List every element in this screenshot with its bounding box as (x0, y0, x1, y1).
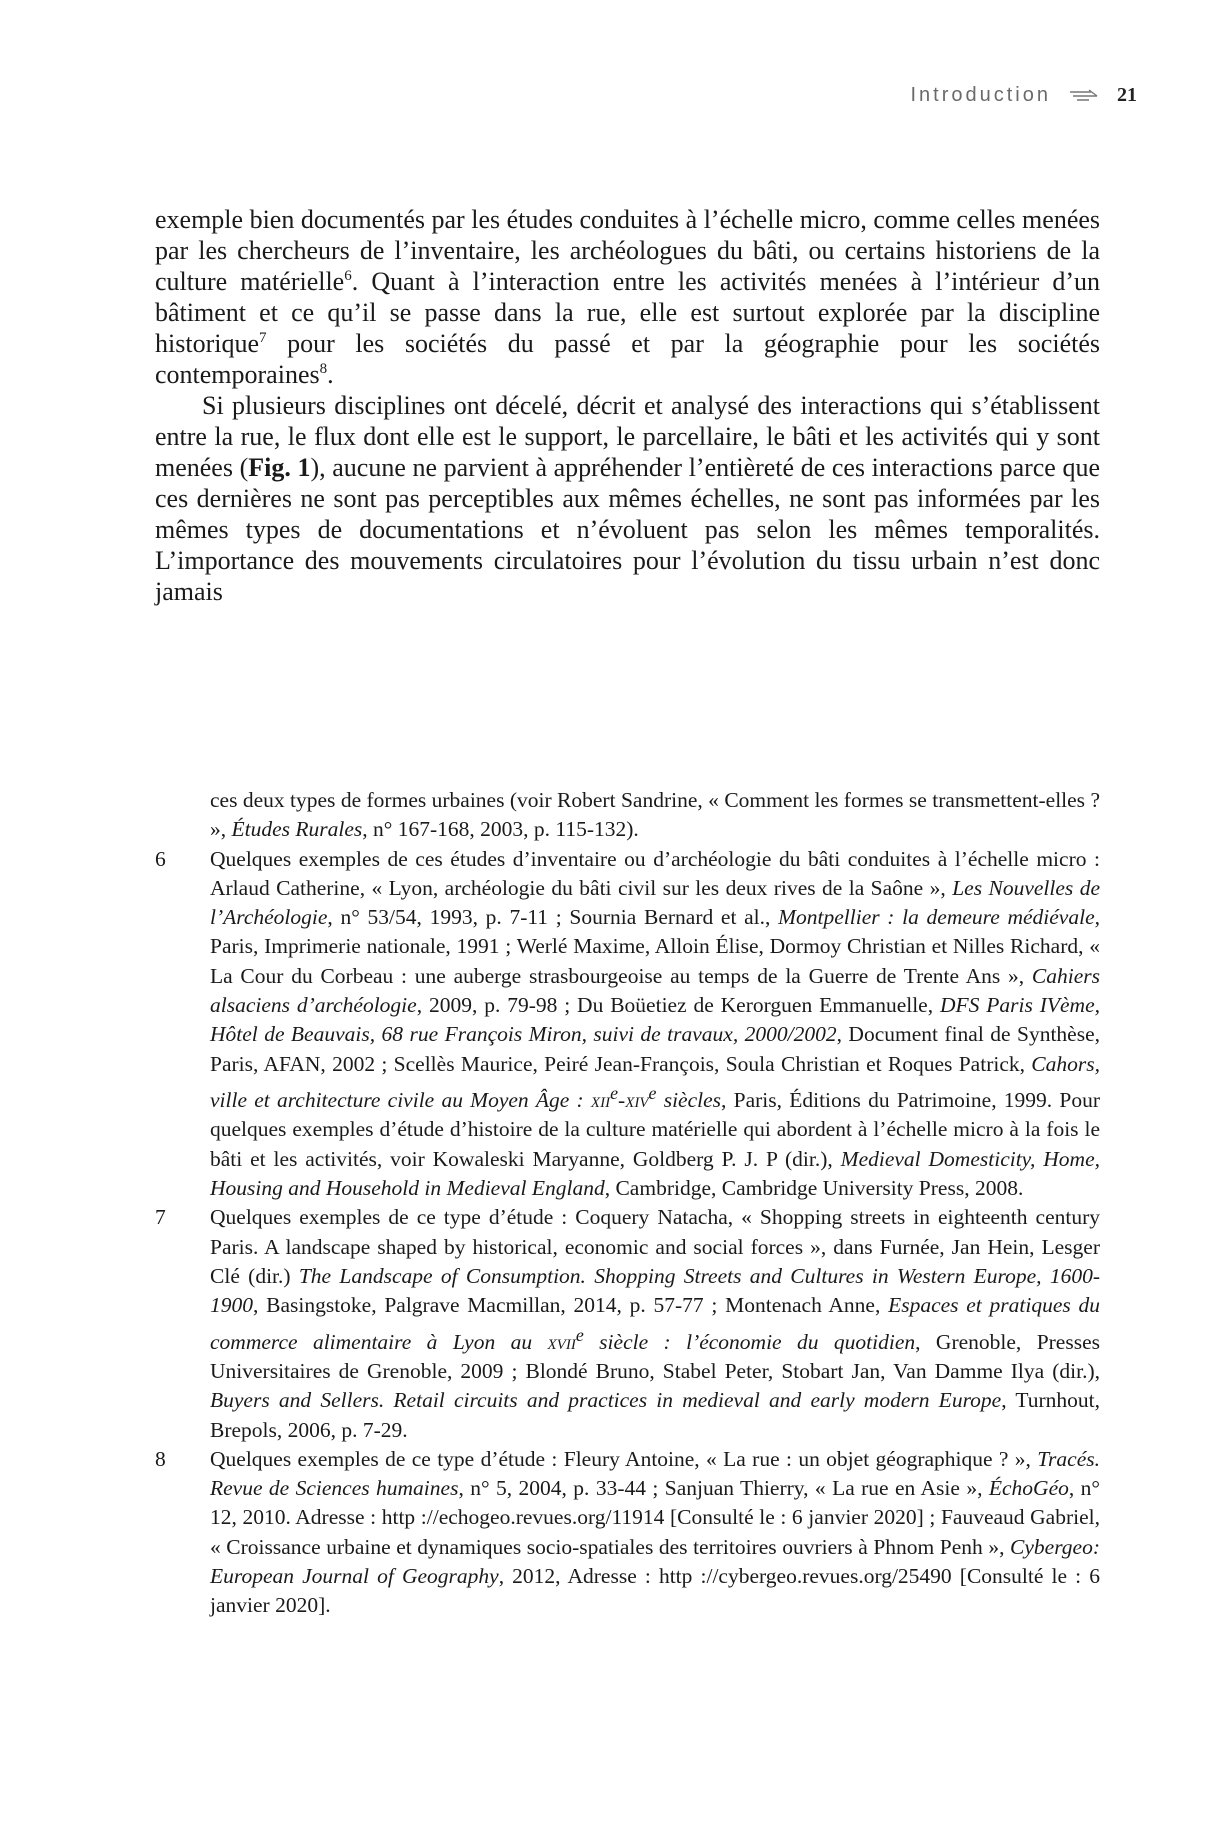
text-run: Quelques exemples de ce type d’étude : Coquery Natacha, « Shopping streets in eighteenth century Paris. A landscape shaped by historical, economic and social forces », dans Furnée, Jan Hein, Lesger Clé (dir.) (210, 1205, 1100, 1288)
text-run: , Turnhout, Brepols, 2006, p. 7-29. (210, 1388, 1101, 1442)
text-run: Si plusieurs disciplines ont décelé, décrit et analysé des interactions qui s’établissent entre la rue, le flux dont elle est le support, le parcellaire, le bâti et les activités qui y sont menées ( (155, 391, 1100, 482)
text-run: , Paris, Imprimerie nationale, 1991 ; Werlé Maxime, Alloin Élise, Dormoy Christian et Nilles Richard, « La Cour du Corbeau : une auberge strasbourgeoise au temps de la Guerre de Trente Ans », (210, 905, 1100, 988)
text-run: Espaces et pratiques du commerce alimentaire à Lyon au (210, 1293, 1100, 1354)
footnote-number: 6 (155, 846, 166, 871)
footnote-number: 7 (155, 1205, 166, 1230)
footnote-6 (155, 845, 1100, 1204)
text-run: . (327, 360, 334, 389)
footnote-7 (155, 1203, 1100, 1445)
ornament-icon (1069, 88, 1099, 102)
text-run: pour les sociétés du passé et par la géographie pour les sociétés contemporaines (155, 329, 1100, 389)
century-numeral: xvii (547, 1329, 576, 1354)
text-run: , n° 53/54, 1993, p. 7-11 ; Sournia Bernard et al., (327, 905, 779, 930)
text-run: - (618, 1088, 626, 1113)
text-run: , 2012, Adresse : http ://cybergeo.revues.org/25490 [Consulté le : 6 janvier 2020]. (210, 1564, 1100, 1618)
italic-title: The Landscape of Consumption. Shopping Streets and Cultures in Western Europe, 1600-1900 (210, 1263, 1100, 1318)
paragraph (155, 204, 1100, 390)
text-run: siècles (656, 1088, 722, 1113)
running-title: Introduction (910, 83, 1051, 106)
century-numeral: xii (590, 1088, 611, 1113)
italic-title: Buyers and Sellers. Retail circuits and practices in medieval and early modern Europe (210, 1388, 1002, 1413)
text-run: , Grenoble, Presses Universitaires de Grenoble, 2009 ; Blondé Bruno, Stabel Peter, Stobart Jan, Van Damme Ilya (dir.), (210, 1329, 1100, 1383)
text-run: , n° 12, 2010. Adresse : http ://echogeo.revues.org/11914 [Consulté le : 6 janvier 2020] ; Fauveaud Gabriel, « Croissance urbaine et dynamiques socio-spatiales des territoires ouvriers à Phnom Penh », (210, 1476, 1101, 1559)
footnote-number: 8 (155, 1446, 166, 1471)
text-run: Quelques exemples de ces études d’inventaire ou d’archéologie du bâti conduites à l’échelle micro : Arlaud Catherine, « Lyon, archéologie du bâti civil sur les deux rives de la Saône », (210, 846, 1100, 900)
text-run: ces deux types de formes urbaines (voir Robert Sandrine, « Comment les formes se transmettent-elles ? », (210, 788, 1100, 842)
italic-title: Cybergeo: European Journal of Geography (210, 1534, 1100, 1589)
footnote-8 (155, 1445, 1100, 1621)
italic-title: Medieval Domesticity, Home, Housing and Household in Medieval England (210, 1146, 1101, 1201)
text-run: exemple bien documentés par les études conduites à l’échelle micro, comme celles menées par les chercheurs de l’inventaire, les archéologues du bâti, ou certains historiens de la culture matérielle (155, 205, 1101, 296)
figure-ref: Fig. 1 (248, 453, 311, 482)
superscript: e (610, 1082, 619, 1103)
italic-title: Les Nouvelles de l’Archéologie (210, 875, 1100, 930)
text-run: ), aucune ne parvient à appréhender l’entièreté de ces interactions parce que ces dernières ne sont pas perceptibles aux mêmes échelles, ne sont pas informées par les mêmes types de documentations et n’évoluent pas selon les mêmes temporalités. L’importance des mouvements circulatoires pour l’évolution du tissu urbain n’est donc jamais (155, 453, 1101, 606)
text-run: . Quant à l’interaction entre les activités menées à l’intérieur d’un bâtiment et ce qu’il se passe dans la rue, elle est surtout explorée par la discipline historique (155, 267, 1100, 358)
text-run: Quelques exemples de ce type d’étude : Fleury Antoine, « La rue : un objet géographique ? », (210, 1446, 1038, 1471)
text-run: , Paris, Éditions du Patrimoine, 1999. Pour quelques exemples d’étude d’histoire de la culture matérielle qui abordent à l’échelle micro à la fois le bâti et les activités, voir Kowaleski Maryanne, Goldberg P. J. P (dir.), (210, 1088, 1101, 1171)
footnote-ref: 6 (344, 268, 352, 284)
superscript: e (575, 1324, 584, 1345)
footnote-ref: 8 (319, 361, 328, 377)
italic-title: Montpellier : la demeure médiévale (778, 905, 1095, 930)
text-run: Cahors, ville et architecture civile au Moyen Âge : (210, 1051, 1100, 1113)
superscript: e (648, 1082, 657, 1103)
text-run: , Basingstoke, Palgrave Macmillan, 2014, p. 57-77 ; Montenach Anne, (253, 1293, 889, 1318)
footnote-ref: 7 (259, 330, 267, 346)
text-run: , 2009, p. 79-98 ; Du Boüetiez de Kerorguen Emmanuelle, (416, 993, 940, 1018)
century-numeral: xiv (625, 1088, 649, 1113)
main-text (155, 204, 1100, 607)
text-run: , n° 167-168, 2003, p. 115-132). (362, 817, 639, 842)
italic-title: Tracés. Revue de Sciences humaines (210, 1446, 1100, 1501)
italic-title: DFS Paris IVème, Hôtel de Beauvais, 68 rue François Miron, suivi de travaux, 2000/2002 (210, 993, 1101, 1047)
text-run: , Document final de Synthèse, Paris, AFAN, 2002 ; Scellès Maurice, Peiré Jean-François, Soula Christian et Roques Patrick, (210, 1022, 1100, 1076)
running-head (910, 80, 1137, 110)
footnote-continuation (155, 786, 1100, 845)
paragraph (155, 390, 1100, 607)
footnotes (155, 786, 1100, 1621)
italic-title: Cahiers alsaciens d’archéologie (210, 963, 1100, 1018)
text-run: siècle : l’économie du quotidien (583, 1329, 916, 1354)
page-number: 21 (1117, 83, 1137, 106)
italic-title: Études Rurales (231, 817, 363, 842)
text-run: , Cambridge, Cambridge University Press, 2008. (604, 1176, 1024, 1201)
text-run: , n° 5, 2004, p. 33-44 ; Sanjuan Thierry, « La rue en Asie », (458, 1476, 989, 1501)
italic-title: ÉchoGéo (988, 1476, 1069, 1501)
